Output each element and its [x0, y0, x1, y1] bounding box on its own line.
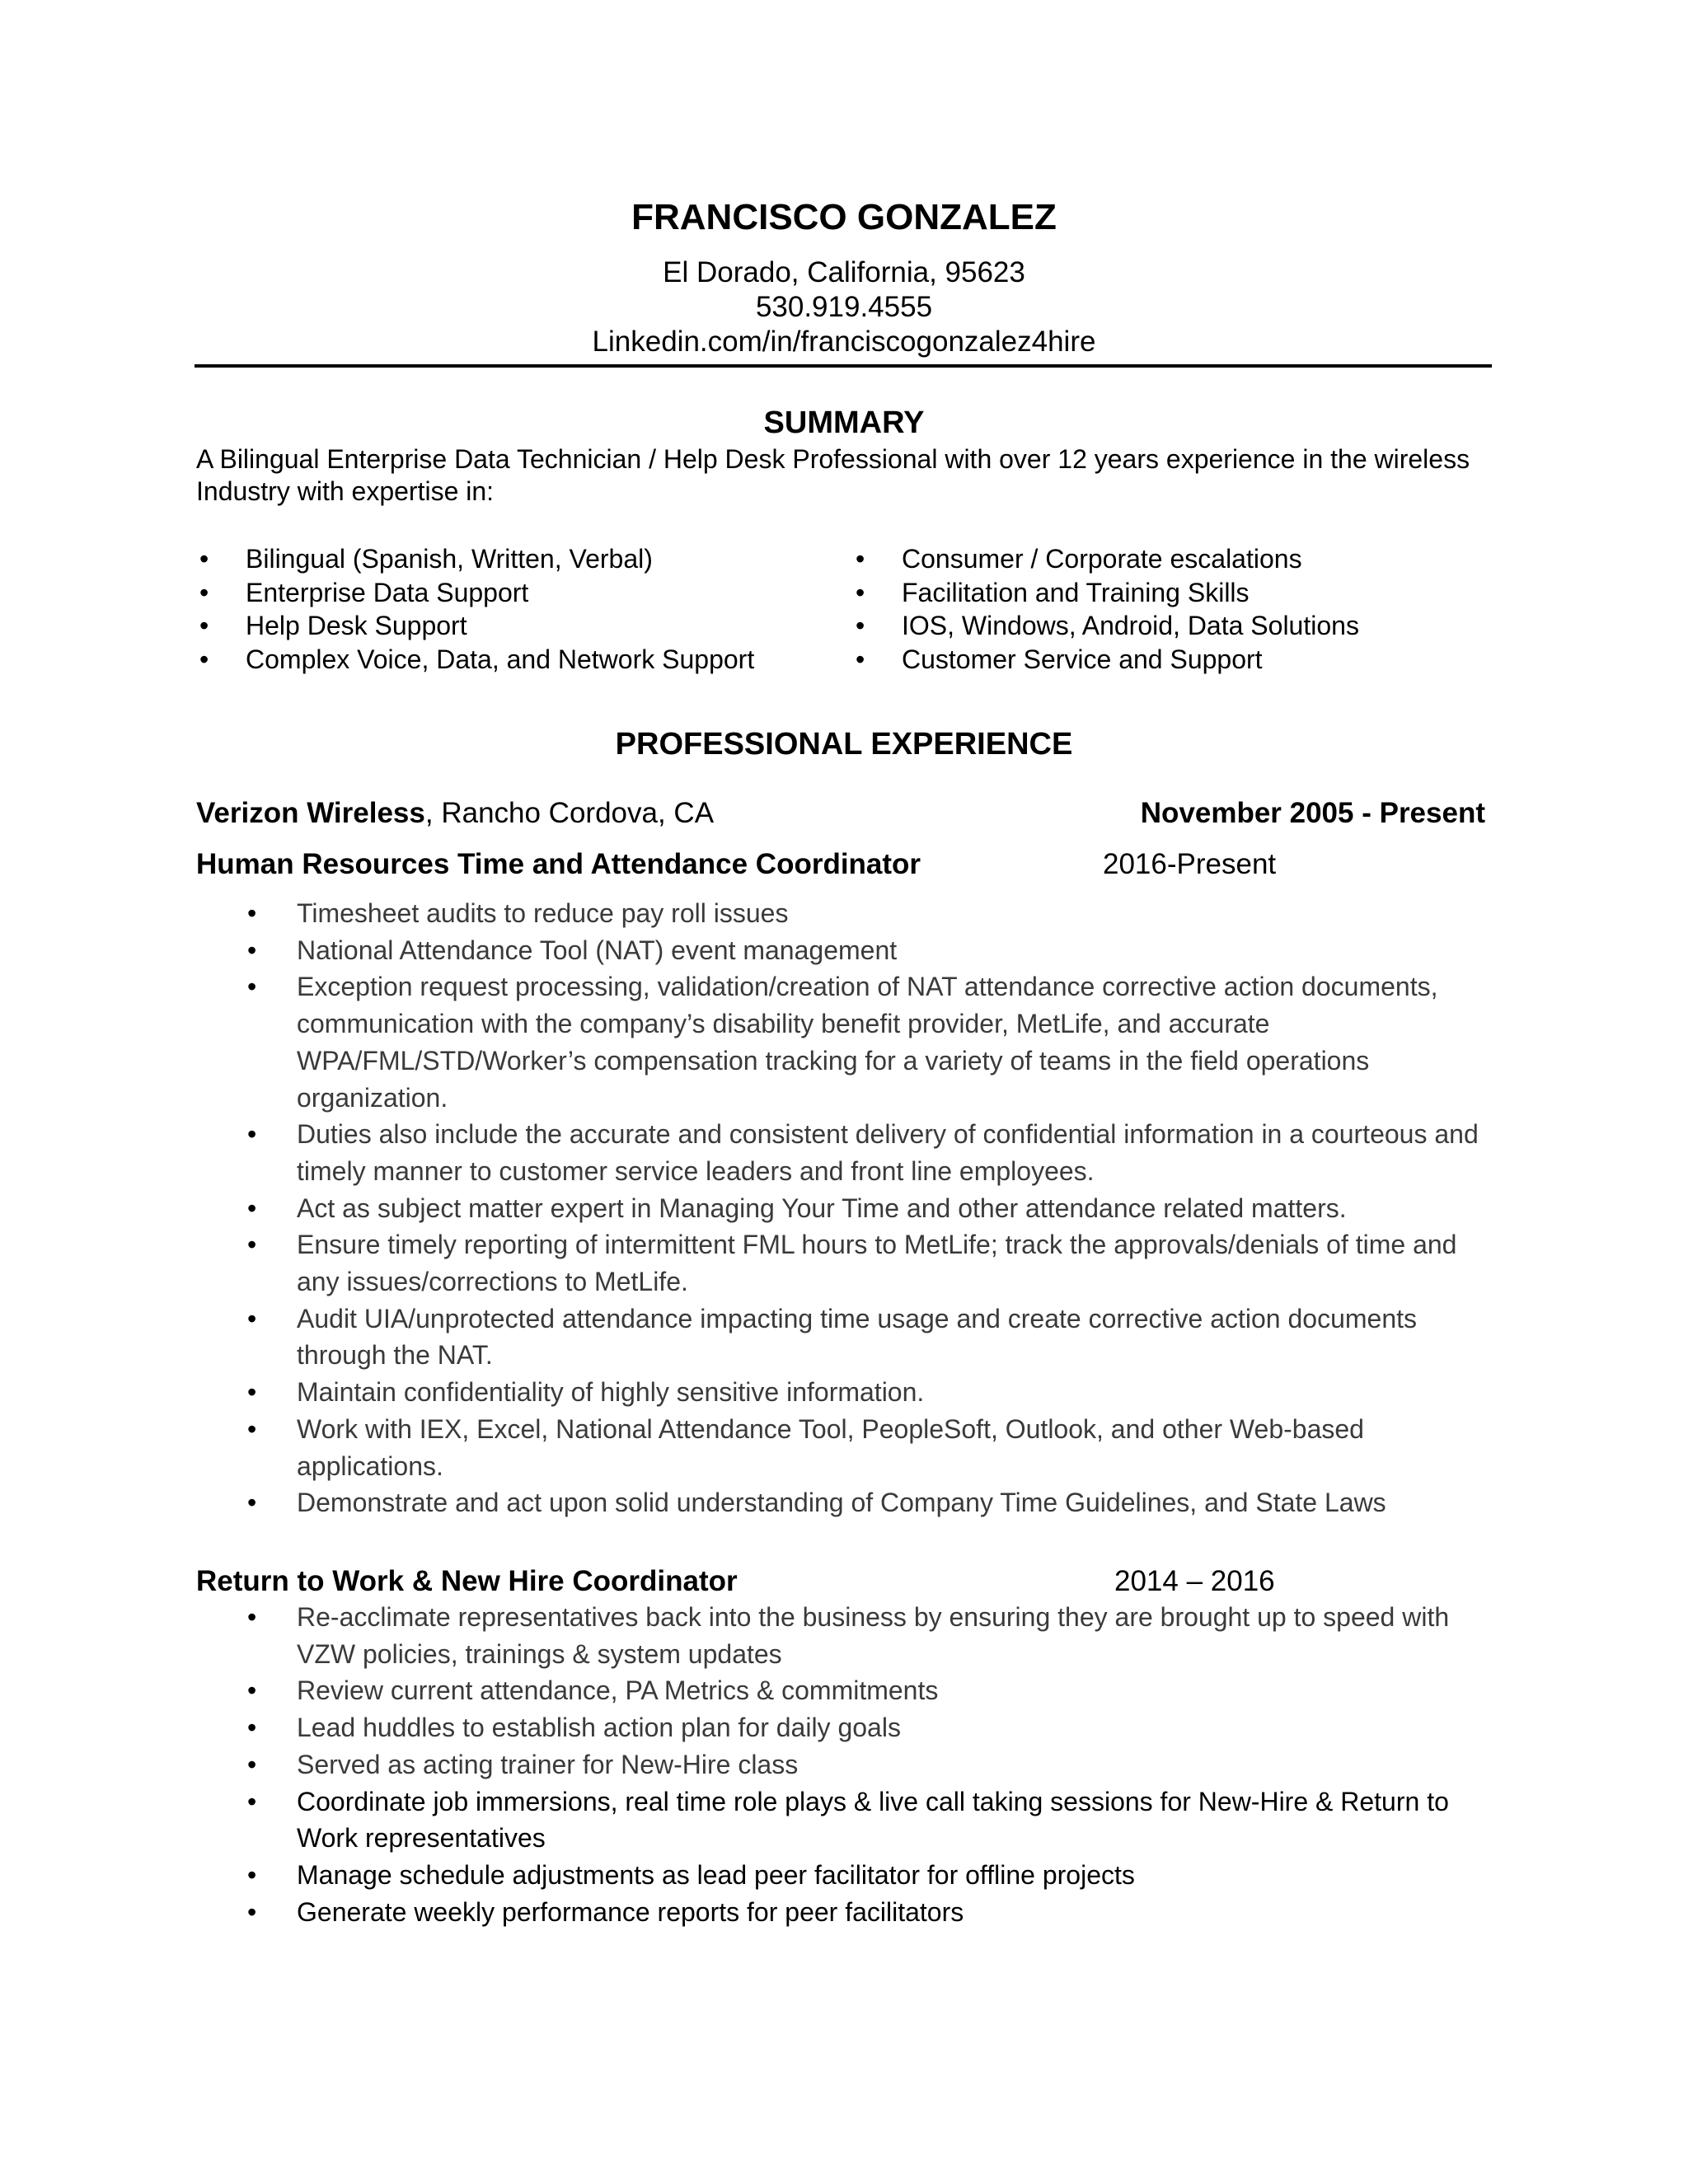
- role-title: Human Resources Time and Attendance Coordinator: [196, 848, 921, 880]
- summary-heading: SUMMARY: [763, 405, 925, 440]
- skill-item: • Help Desk Support: [196, 609, 754, 643]
- duty-item: • Demonstrate and act upon solid understanding of Company Time Guidelines, and State Laws: [247, 1484, 1500, 1521]
- header-divider: [195, 364, 1492, 368]
- duty-item: • Re-acclimate representatives back into the business by ensuring they are brought up to speed with VZW policies, trainings & system updates: [247, 1599, 1500, 1672]
- duty-item: • Served as acting trainer for New-Hire class: [247, 1746, 1500, 1783]
- skill-item: • IOS, Windows, Android, Data Solutions: [852, 609, 1359, 643]
- duties-list: [247, 895, 1500, 1521]
- duty-item: • Timesheet audits to reduce pay roll issues: [247, 895, 1500, 932]
- skills-list-right: [852, 542, 1359, 676]
- employer-line: [196, 796, 714, 831]
- duties-list: [247, 1599, 1500, 1930]
- contact-location: El Dorado, California, 95623: [663, 256, 1025, 288]
- skill-item: • Bilingual (Spanish, Written, Verbal): [196, 542, 754, 576]
- employer-dates: November 2005 - Present: [1140, 797, 1485, 829]
- employer-location: , Rancho Cordova, CA: [424, 797, 715, 829]
- summary-text: A Bilingual Enterprise Data Technician / Help Desk Professional with over 12 years experience in the wireless Industry with expertise in:: [196, 444, 1470, 506]
- duty-item: • National Attendance Tool (NAT) event management: [247, 932, 1500, 969]
- duty-item: • Review current attendance, PA Metrics & commitments: [247, 1672, 1500, 1709]
- role-dates: 2014 – 2016: [1114, 1565, 1275, 1597]
- role-title: Return to Work & New Hire Coordinator: [196, 1565, 738, 1597]
- candidate-name: FRANCISCO GONZALEZ: [631, 197, 1057, 237]
- duty-item: • Lead huddles to establish action plan for daily goals: [247, 1709, 1500, 1746]
- contact-phone: 530.919.4555: [755, 291, 933, 323]
- role-dates: 2016-Present: [1103, 848, 1277, 880]
- duty-item: • Act as subject matter expert in Managing Your Time and other attendance related matters.: [247, 1190, 1500, 1227]
- employer-name: Verizon Wireless: [196, 797, 425, 829]
- skill-item: • Facilitation and Training Skills: [852, 576, 1359, 610]
- skills-list-left: [196, 542, 754, 676]
- duty-item: • Duties also include the accurate and consistent delivery of confidential information in a courteous and timely manner to customer service leaders and front line employees.: [247, 1116, 1500, 1189]
- skill-item: • Consumer / Corporate escalations: [852, 542, 1359, 576]
- duty-item: • Manage schedule adjustments as lead peer facilitator for offline projects: [247, 1857, 1500, 1894]
- duty-item: • Coordinate job immersions, real time role plays & live call taking sessions for New-Hire & Return to Work representatives: [247, 1783, 1500, 1857]
- contact-linkedin: Linkedin.com/in/franciscogonzalez4hire: [592, 326, 1096, 358]
- skill-item: • Customer Service and Support: [852, 643, 1359, 677]
- duty-item: • Exception request processing, validation/creation of NAT attendance corrective action documents, communication with the company’s disability benefit provider, MetLife, and accurate WPA/FML/STD/Worker’s compensation tracking for a variety of teams in the field operations organization.: [247, 968, 1500, 1116]
- skill-item: • Complex Voice, Data, and Network Support: [196, 643, 754, 677]
- duty-item: • Maintain confidentiality of highly sensitive information.: [247, 1374, 1500, 1411]
- duty-item: • Ensure timely reporting of intermittent FML hours to MetLife; track the approvals/denials of time and any issues/corrections to MetLife.: [247, 1226, 1500, 1300]
- duty-item: • Audit UIA/unprotected attendance impacting time usage and create corrective action documents through the NAT.: [247, 1301, 1500, 1374]
- duty-item: • Generate weekly performance reports for peer facilitators: [247, 1894, 1500, 1931]
- duty-item: • Work with IEX, Excel, National Attendance Tool, PeopleSoft, Outlook, and other Web-based applications.: [247, 1411, 1500, 1484]
- experience-heading: PROFESSIONAL EXPERIENCE: [615, 727, 1073, 762]
- skill-item: • Enterprise Data Support: [196, 576, 754, 610]
